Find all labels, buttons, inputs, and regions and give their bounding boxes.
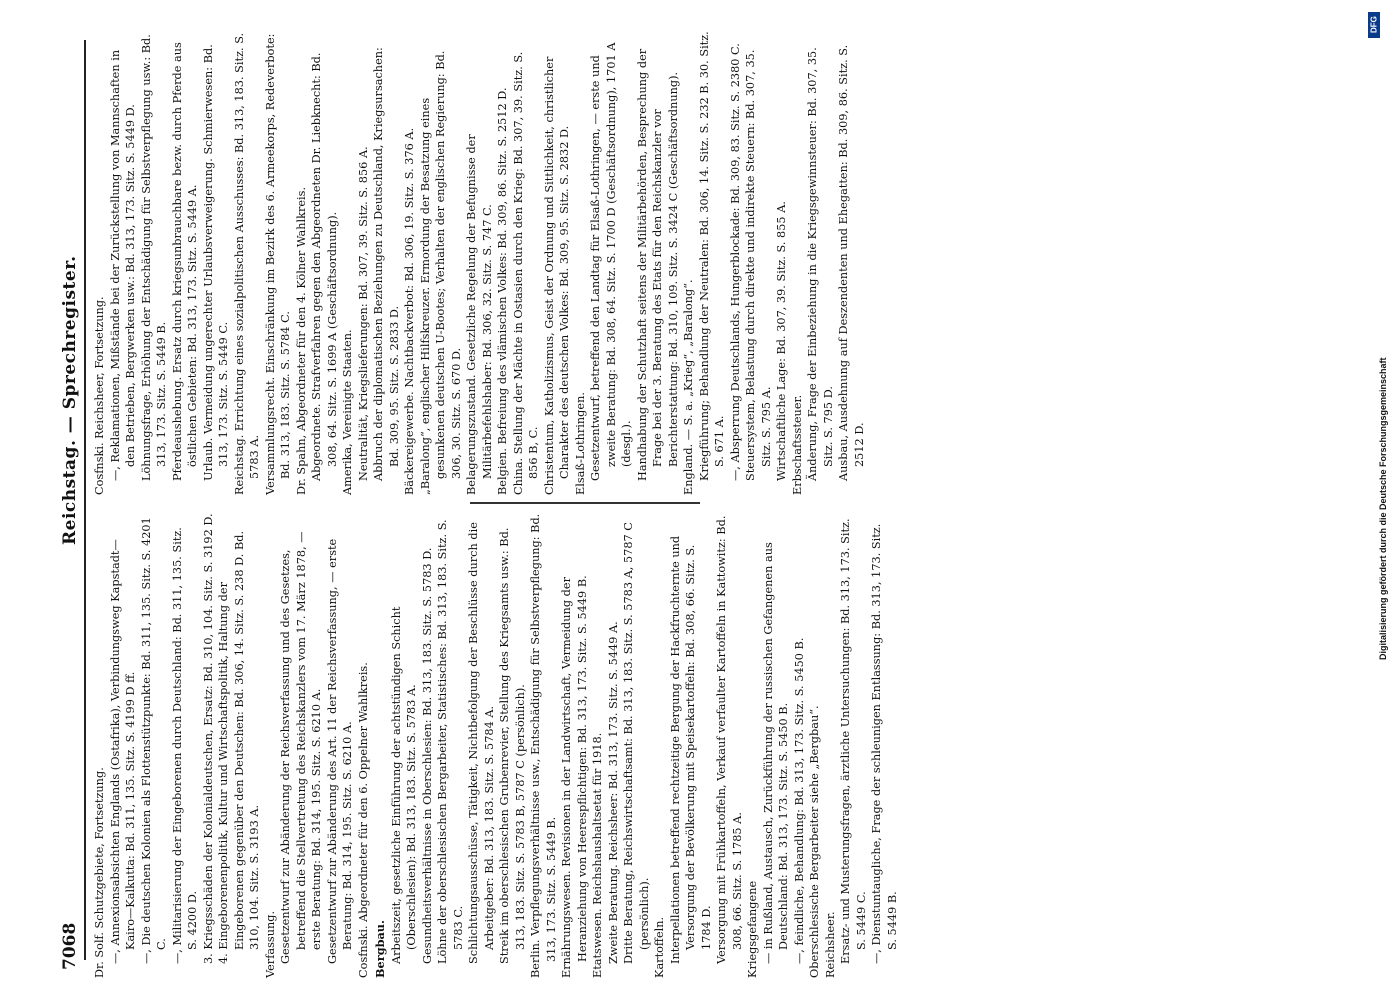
register-subentry: Abbruch der diplomatischen Beziehungen zu Deutschland, Kriegsursachen: Bd. 309, 95. Sitz. S. 2833 D. [372, 47, 401, 481]
register-subentry: —, Die deutschen Kolonien als Flottenstützpunkte: Bd. 311, 135. Sitz. S. 4201 C. [139, 517, 168, 964]
register-subentry: Löhnungsfrage, Erhöhung der Entschädigung für Selbstverpflegung usw.: Bd. 313, 173. Sitz. S. 5449 B. [139, 34, 168, 481]
register-entry: Berlin. Verpflegungsverhältnisse usw., Entschädigung für Selbstverpflegung: Bd. 313, 173. Sitz. S. 5449 B. [529, 513, 558, 978]
register-entry: Belagerungszustand. Gesetzliche Regelung der Befugnisse der Militärbefehlshaber: Bd. 306, 32. Sitz. S. 747 C. [465, 134, 494, 495]
register-subentry: Pferdeaushebung. Ersatz durch kriegsunbrauchbare bezw. durch Pferde aus östlichen Gebieten: Bd. 313, 173. Sitz. S. 5449 A. [170, 42, 199, 481]
register-entry: Reichsheer. [823, 911, 837, 978]
register-subentry: Ausbau, Ausdehnung auf Deszendenten und Ehegatten: Bd. 309, 86. Sitz. S. 2512 D. [837, 44, 866, 481]
register-column-right [92, 30, 867, 495]
register-entry: Dr. Solf. Schutzgebiete, Fortsetzung. [93, 767, 106, 978]
register-subentry: Kriegführung; Behandlung der Neutralen: Bd. 306, 14. Sitz. S. 232 B. 30. Sitz. S. 671 A. [697, 31, 726, 481]
register-subentry: 3. Kriegsschäden der Kolonialdeutschen, Ersatz: Bd. 310, 104. Sitz. S. 3192 D. [201, 513, 215, 964]
register-subentry: Wirtschaftliche Lage: Bd. 307, 39. Sitz. S. 855 A. [775, 201, 788, 481]
register-subentry: — in Rußland, Austausch, Zurückführung der russischen Gefangenen aus Deutschland: Bd. 313, 173. Sitz. S. 5450 B. [761, 542, 790, 964]
register-entry: Kriegsgefangene [746, 880, 759, 978]
register-subentry: Steuersystem, Belastung durch direkte und indirekte Steuern: Bd. 307, 35. Sitz. S. 795 A. [744, 49, 773, 481]
register-entry: Versammlungsrecht. Einschränkung im Bezirk des 6. Armeekorps, Redeverbote: Bd. 313, 183. Sitz. S. 5784 C. [263, 33, 292, 495]
register-subentry: Gesundheitsverhältnisse in Oberschlesien: Bd. 313, 183. Sitz. S. 5783 D. [420, 547, 434, 964]
register-entry: Oberschlesische Bergarbeiter siehe „Bergbau“. [808, 705, 821, 978]
page-title: Reichstag. — Sprechregister. [60, 255, 80, 545]
page-number: 7068 [60, 922, 80, 970]
register-entry: Reichstag. Errichtung eines sozialpolitischen Ausschusses: Bd. 313, 183. Sitz. S. 5783 A. [232, 32, 261, 495]
register-entry: Christentum, Katholizismus, Geist der Ordnung und Sittlichkeit, christlicher Charakter des deutschen Volkes: Bd. 309, 95. Sitz. S. 2832 D. [542, 56, 571, 495]
register-subentry: Ersatz- und Musterungsfragen, ärztliche Untersuchungen: Bd. 313, 173. Sitz. S. 5449 C. [839, 518, 868, 964]
register-subentry: —, Dienstuntaugliche, Frage der schleunigen Entlassung: Bd. 313, 173. Sitz. S. 5449 B. [870, 523, 899, 964]
register-entry: Verfassung. [263, 910, 277, 978]
register-subentry: 4. Eingeborenenpolitik, Kultur und Wirtschaftspolitik, Haltung der Eingeborenen gegenüber den Deutschen: Bd. 306, 14. Sitz. S. 238 D. Bd. 310, 104. Sitz. S. 3193 A. [217, 530, 261, 964]
register-subentry: Abgeordnete. Strafverfahren gegen den Abgeordneten Dr. Liebknecht: Bd. 308, 64. Sitz. S. 1699 A (Geschäftsordnung). [310, 52, 339, 481]
register-entry: „Baralong“, englischer Hilfskreuzer. Ermordung der Besatzung eines gesunkenen deutschen U-Bootes; Verhalten der englischen Regierung: Bd. 306, 30. Sitz. S. 670 D. [418, 50, 463, 495]
register-entry: Cosfnski. Reichsheer, Fortsetzung. [93, 296, 106, 495]
register-entry: Bäckereigewerbe. Nachtbackverbot: Bd. 306, 19. Sitz. S. 376 A. [403, 127, 416, 495]
register-subentry: Handhabung der Schutzhaft seitens der Militärbehörden, Besprechung der Frage bei der 3. Beratung des Etats für den Reichskanzler vor Berichterstattung: Bd. 310, 109. Sitz. S. 3424 C (Geschäftsordnung). [635, 48, 680, 481]
register-heading: Bergbau. [373, 920, 387, 978]
register-column-left [92, 513, 900, 978]
register-entry: Cosfnski. Abgeordneter für den 6. Oppelner Wahlkreis. [356, 662, 370, 978]
register-subentry: —, Militarisierung der Eingeborenen durch Deutschland: Bd. 311, 135. Sitz. S. 4200 D. [170, 527, 199, 964]
register-subentry: Löhne der oberschlesischen Bergarbeiter, Statistisches: Bd. 313, 183. Sitz. S. 5783 C. [436, 519, 465, 964]
register-entry: Ernährungswesen. Revisionen in der Landwirtschaft, Vermeidung der Heranziehung von Heerespflichtigen: Bd. 313, 173. Sitz. S. 5449 B. [560, 575, 589, 978]
funding-credit: Digitalisierung gefördert durch die Deutsche Forschungsgemeinschaft [1378, 357, 1388, 660]
register-subentry: Dritte Beratung, Reichswirtschaftsamt: Bd. 313, 183. Sitz. S. 5783 A, 5787 C (persönlich). [622, 522, 651, 964]
register-subentry: Urlaub. Vermeidung ungerechter Urlaubsverweigerung. Schmierwesen: Bd. 313, 173. Sitz. S. 5449 C. [201, 44, 230, 481]
header-rule [84, 40, 86, 960]
register-entry: Kartoffeln. [653, 916, 666, 978]
register-entry: Dr. Spahn, Abgeordneter für den 4. Kölner Wahlkreis. [294, 186, 308, 495]
register-entry: China. Stellung der Mächte in Ostasien durch den Krieg: Bd. 307, 39. Sitz. S. 856 B, C. [511, 51, 540, 495]
register-subentry: Zweite Beratung. Reichsheer: Bd. 313, 173. Sitz. S. 5449 A. [606, 621, 620, 964]
register-subentry: Neutralität, Kriegslieferungen: Bd. 307, 39. Sitz. S. 856 A. [356, 146, 370, 481]
register-subentry: Interpellationen betreffend rechtzeitige Bergung der Hackfruchternte und Versorgung der Bevölkerung mit Speisekartoffeln: Bd. 308, 66. Sitz. S. 1784 D. [668, 535, 713, 964]
dfg-logo: DFG [1368, 12, 1380, 38]
register-subentry: —, Reklamationen, Mißstände bei der Zurückstellung von Mannschaften in den Betrieben, Bergwerken usw.: Bd. 313, 173. Sitz. S. 5449 D. [108, 49, 137, 481]
column-rule [470, 502, 700, 504]
register-entry: Etatswesen. Reichshaushaltsetat für 1918. [591, 732, 604, 978]
register-subentry: Gesetzentwurf, betreffend den Landtag für Elsaß-Lothringen, — erste und zweite Beratung: Bd. 308, 64. Sitz. S. 1700 D (Geschäftsordnung), 1701 A (desgl.). [589, 42, 633, 481]
register-subentry: Streik im oberschlesischen Grubenrevier, Stellung des Kriegsamts usw.: Bd. 313, 183. Sitz. S. 5783 B, 5787 C (persönlich). [498, 527, 527, 964]
register-subentry: Gesetzentwurf zur Abänderung der Reichsverfassung und des Gesetzes, betreffend die Stellvertretung des Reichskanzlers vom 17. März 1878, — erste Beratung: Bd. 314, 195. Sitz. S. 6210 A. [279, 531, 323, 964]
register-subentry: —, Absperrung Deutschlands, Hungerblockade: Bd. 309, 83. Sitz. S. 2380 C. [728, 43, 742, 481]
register-subentry: Schlichtungsausschüsse, Tätigkeit, Nichtbefolgung der Beschlüsse durch die Arbeitgeber: Bd. 313, 183. Sitz. S. 5784 A. [467, 522, 496, 964]
register-entry: Amerika, Vereinigte Staaten. [341, 329, 354, 495]
register-subentry: Arbeitszeit, gesetzliche Einführung der achtstündigen Schicht (Oberschlesien): Bd. 313, 183. Sitz. S. 5783 A. [389, 606, 418, 964]
register-subentry: —, feindliche, Behandlung: Bd. 313, 173. Sitz. S. 5450 B. [792, 637, 806, 964]
register-subentry: Gesetzentwurf zur Abänderung des Art. 11 der Reichsverfassung, — erste Beratung: Bd. 314, 195. Sitz. S. 6210 A. [325, 538, 354, 964]
register-entry: Erbschaftssteuer. [790, 394, 804, 495]
register-subentry: Versorgung mit Frühkartoffeln, Verkauf verfaulter Kartoffeln in Kattowitz: Bd. 308, 66. Sitz. S. 1785 A. [715, 515, 744, 964]
register-entry: Elsaß-Lothringen. [573, 392, 587, 495]
register-subentry: —, Annexionsabsichten Englands (Ostafrika), Verbindungsweg Kapstadt—Kairo—Kalkutta: Bd. 311, 135. Sitz. S. 4199 D ff. [108, 539, 137, 964]
register-subentry: Änderung, Frage der Einbeziehung in die Kriegsgewinnsteuer: Bd. 307, 35. Sitz. S. 795 D. [806, 47, 835, 481]
register-entry: Belgien. Befreiung des vlämischen Volkes: Bd. 309, 86. Sitz. S. 2512 D. [496, 87, 509, 495]
register-entry: England. — S. a. „Krieg“, „Baralong“. [682, 279, 695, 495]
